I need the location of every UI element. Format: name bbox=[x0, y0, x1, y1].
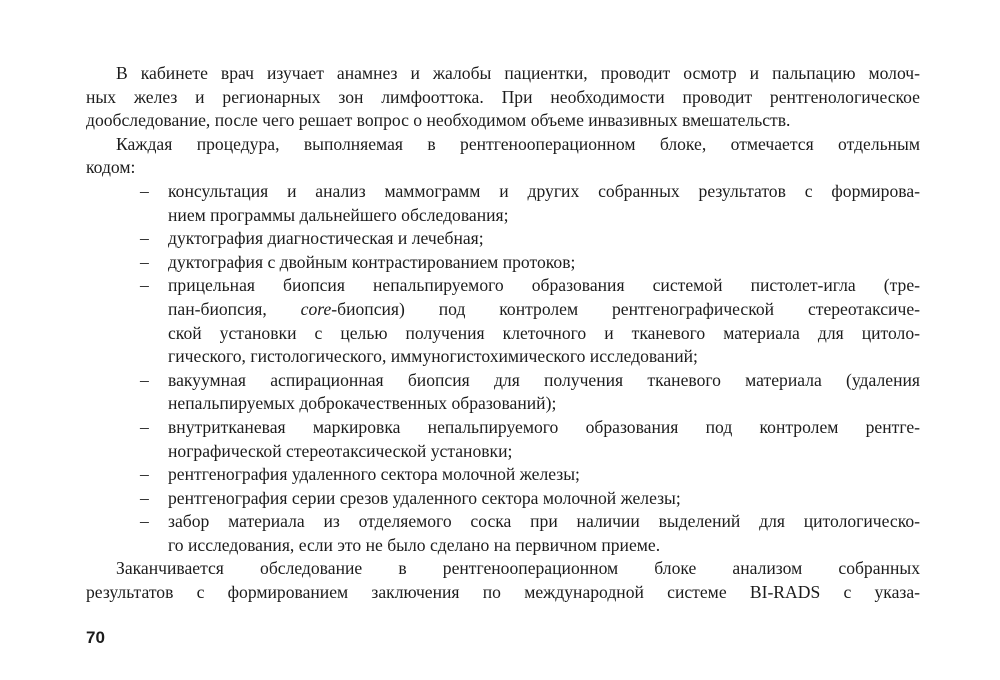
dash-marker: – bbox=[140, 275, 149, 296]
list-item bbox=[86, 416, 920, 463]
list-item-line: – рентгенография удаленного сектора молочной железы; bbox=[86, 463, 920, 487]
paragraph-procedures bbox=[86, 133, 920, 180]
text-line: результатов с формированием заключения по международной системе BI-RADS с указа- bbox=[86, 582, 920, 603]
dash-marker: – bbox=[140, 369, 149, 390]
list-item-line: пан-биопсия, core-биопсия) под контролем рентгенографической стереотаксиче- bbox=[168, 298, 920, 319]
list-item bbox=[86, 227, 920, 251]
list-item-line: нографической стереотаксической установки; bbox=[168, 440, 513, 461]
paragraph-conclusion bbox=[86, 557, 920, 604]
list-item-line: – внутритканевая маркировка непальпируемого образования под контролем рентге- bbox=[86, 416, 920, 440]
text-line: Каждая процедура, выполняемая в рентгенооперационном блоке, отмечается отдельным bbox=[116, 133, 920, 154]
paragraph-intro bbox=[86, 62, 920, 133]
dash-marker: – bbox=[140, 487, 149, 508]
list-item-line: – прицельная биопсия непальпируемого образования системой пистолет-игла (тре- bbox=[86, 274, 920, 298]
list-item-line: непальпируемых доброкачественных образований); bbox=[168, 393, 557, 414]
list-item-line: гического, гистологического, иммуногистохимического исследований; bbox=[168, 346, 698, 367]
list-item-line: го исследования, если это не было сделано на первичном приеме. bbox=[168, 534, 661, 555]
text-line: дообследование, после чего решает вопрос о необходимом объеме инвазивных вмешательств. bbox=[86, 110, 791, 131]
page-body bbox=[86, 62, 920, 605]
list-item bbox=[86, 487, 920, 511]
page-number: 70 bbox=[86, 628, 105, 647]
text-line: Заканчивается обследование в рентгенооперационном блоке анализом собранных bbox=[116, 558, 920, 579]
dash-marker: – bbox=[140, 511, 149, 532]
list-item-line: нием программы дальнейшего обследования; bbox=[168, 204, 509, 225]
list-item-line: – забор материала из отделяемого соска при наличии выделений для цитологическо- bbox=[86, 510, 920, 534]
procedure-list bbox=[86, 180, 920, 558]
list-item-line: – дуктография диагностическая и лечебная; bbox=[86, 227, 920, 251]
list-item-line: – вакуумная аспирационная биопсия для получения тканевого материала (удаления bbox=[86, 369, 920, 393]
list-item bbox=[86, 463, 920, 487]
list-item-line: – дуктография с двойным контрастированием протоков; bbox=[86, 251, 920, 275]
list-item bbox=[86, 274, 920, 368]
list-item-line: ской установки с целью получения клеточного и тканевого материала для цитоло- bbox=[168, 322, 920, 343]
dash-marker: – bbox=[140, 416, 149, 437]
text-line: ных желез и регионарных зон лимфооттока. При необходимости проводит рентгенологическое bbox=[86, 86, 920, 107]
list-item bbox=[86, 510, 920, 557]
dash-marker: – bbox=[140, 180, 149, 201]
term-core: core bbox=[300, 298, 332, 319]
dash-marker: – bbox=[140, 251, 149, 272]
list-item bbox=[86, 251, 920, 275]
list-item bbox=[86, 180, 920, 227]
list-item-line: – рентгенография серии срезов удаленного сектора молочной железы; bbox=[86, 487, 920, 511]
list-item bbox=[86, 369, 920, 416]
dash-marker: – bbox=[140, 464, 149, 485]
text-line: В кабинете врач изучает анамнез и жалобы пациентки, проводит осмотр и пальпацию молоч- bbox=[116, 63, 920, 83]
list-item-line: – консультация и анализ маммограмм и других собранных результатов с формирова- bbox=[86, 180, 920, 204]
text-line: кодом: bbox=[86, 157, 136, 178]
dash-marker: – bbox=[140, 228, 149, 249]
